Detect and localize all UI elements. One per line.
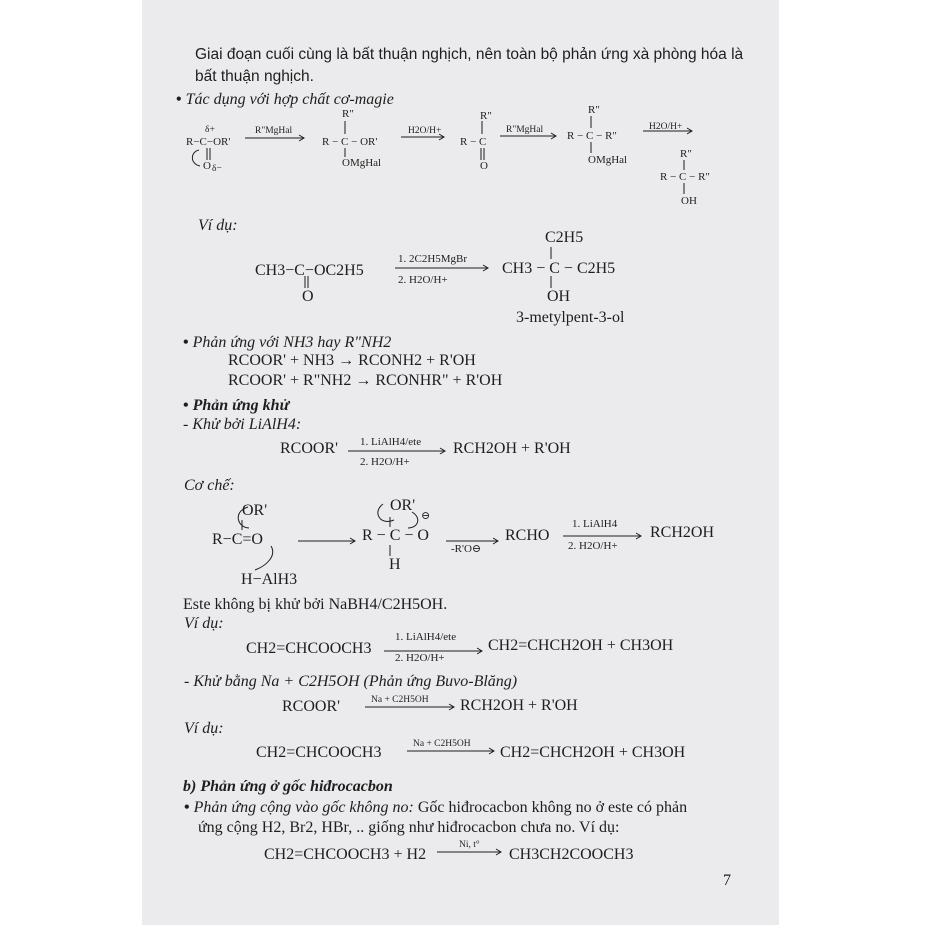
page-number: 7	[723, 872, 731, 889]
ex1-right: CH2=CHCH2OH + CH3OH	[488, 637, 674, 654]
grignard-example-label: Ví dụ:	[198, 217, 238, 234]
red-mech-a-mid: R−C=O	[212, 531, 263, 548]
red-mech-final: RCH2OH	[650, 524, 715, 541]
mech-s4-bottom: OMgHal	[588, 154, 628, 166]
section-b-item-text: Gốc hiđrocacbon không no ở este có phản	[417, 799, 688, 816]
mech-reagent-4: H2O/H+	[649, 122, 683, 132]
mech-s2-mid: R − C − OR'	[322, 136, 378, 148]
red-mech-b-minus: ⊖	[421, 510, 431, 522]
ex1-left: CH2=CHCOOCH3	[246, 640, 372, 657]
section-b-item-line2: ứng cộng H2, Br2, HBr, .. giống như hiđrocacbon chưa no. Ví dụ:	[198, 819, 620, 836]
grignard-ex-cond2: 2. H2O/H+	[398, 274, 448, 286]
red-mech-rcho: RCHO	[505, 527, 550, 544]
curved-arrow-icon	[378, 504, 394, 521]
red-mech-a-top: OR'	[242, 502, 268, 519]
lialh4-eq-right: RCH2OH + R'OH	[453, 440, 571, 457]
lialh4-eq-left: RCOOR'	[280, 440, 339, 457]
ex2-cond: Na + C2H5OH	[413, 739, 471, 749]
curved-arrow-icon	[408, 512, 418, 528]
nh3-eq1: RCOOR' + NH3 → RCONH2 + R'OH	[228, 352, 476, 369]
hydrogenation-left: CH2=CHCOOCH3 + H2	[264, 846, 427, 863]
hydrogenation-cond: Ni, t°	[459, 840, 480, 850]
bullet-icon: •	[183, 334, 189, 351]
mech-reagent-2: H2O/H+	[408, 126, 442, 136]
red-mech-cond2: 2. H2O/H+	[568, 540, 618, 552]
mech-s5-mid: R − C − R"	[660, 171, 710, 183]
reduction-heading: Phản ứng khử	[192, 397, 290, 414]
nh3-eq2: RCOOR' + R"NH2 → RCONHR" + R'OH	[228, 372, 503, 389]
na-eq-cond: Na + C2H5OH	[371, 695, 429, 705]
mech-s4-top: R"	[588, 104, 600, 116]
mech-s1-delta-c: δ+	[205, 125, 215, 135]
mech-s2-bottom: OMgHal	[342, 157, 382, 169]
ex1-cond1: 1. LiAlH4/ete	[395, 631, 457, 643]
lialh4-eq-cond1: 1. LiAlH4/ete	[360, 436, 422, 448]
red-mech-b-bottom: H	[389, 556, 401, 573]
grignard-ex-product-name: 3-metylpent-3-ol	[516, 309, 625, 326]
mech-s5-bottom: OH	[681, 195, 697, 207]
reduction-sub1: - Khử bởi LiAlH4:	[183, 416, 302, 433]
curved-arrow-icon	[238, 507, 249, 528]
mech-s2-top: R"	[342, 108, 354, 120]
red-mech-leaving: -R'O⊖	[451, 543, 482, 555]
na-eq-right: RCH2OH + R'OH	[460, 697, 578, 714]
red-mech-b-top: OR'	[390, 497, 416, 514]
ex2-right: CH2=CHCH2OH + CH3OH	[500, 744, 686, 761]
mech-s4-mid: R − C − R"	[567, 130, 617, 142]
grignard-ex-product-mid: CH3 − C − C2H5	[502, 260, 616, 277]
mech-s1-o: O	[203, 160, 211, 172]
mech-s1-delta-o: δ−	[212, 164, 222, 174]
section-b-heading: b) Phản ứng ở gốc hiđrocacbon	[183, 778, 393, 795]
mechanism-label: Cơ chế:	[184, 477, 235, 494]
ex1-cond2: 2. H2O/H+	[395, 652, 445, 664]
mech-reagent-1: R"MgHal	[255, 126, 293, 136]
curved-arrow-icon	[255, 546, 273, 570]
reduction-sub2: - Khử bằng Na + C2H5OH (Phản ứng Buvo-Blăng)	[184, 673, 518, 690]
mech-s1-start: R−C−OR'	[186, 136, 231, 148]
bullet-icon: •	[184, 799, 190, 816]
reduction-example-label: Ví dụ:	[184, 615, 224, 632]
na-eq-left: RCOOR'	[282, 698, 341, 715]
intro-line-1: Giai đoạn cuối cùng là bất thuận nghịch, nên toàn bộ phản ứng xà phòng hóa là	[195, 46, 744, 63]
nh3-heading: Phản ứng với NH3 hay R"NH2	[192, 334, 392, 351]
mech-reagent-3: R"MgHal	[506, 125, 544, 135]
mech-s5-top: R"	[680, 148, 692, 160]
grignard-ex-product-top: C2H5	[545, 229, 584, 246]
curved-arrow-icon	[192, 150, 200, 166]
grignard-heading: Tác dụng với hợp chất cơ-magie	[185, 91, 394, 108]
mech-s3-o: O	[480, 160, 488, 172]
bullet-icon: •	[183, 397, 189, 414]
section-b-item-label: Phản ứng cộng vào gốc không no:	[193, 799, 414, 816]
bullet-icon: •	[176, 91, 182, 108]
grignard-ex-cond1: 1. 2C2H5MgBr	[398, 253, 468, 265]
grignard-ex-product-bottom: OH	[547, 288, 571, 305]
mech-s3-top: R"	[480, 110, 492, 122]
lialh4-eq-cond2: 2. H2O/H+	[360, 456, 410, 468]
grignard-ex-reactant-o: O	[302, 288, 314, 305]
red-mech-b-mid: R − C − O	[362, 527, 429, 544]
red-mech-a-bottom: H−AlH3	[241, 571, 298, 588]
reduction-example-label-2: Ví dụ:	[184, 720, 224, 737]
red-mech-cond1: 1. LiAlH4	[572, 518, 618, 530]
mech-s3-mid: R − C	[460, 136, 487, 148]
intro-line-2: bất thuận nghịch.	[195, 68, 314, 85]
nabh4-note: Este không bị khử bởi NaBH4/C2H5OH.	[183, 596, 448, 613]
grignard-ex-reactant: CH3−C−OC2H5	[255, 262, 364, 279]
hydrogenation-right: CH3CH2COOCH3	[509, 846, 634, 863]
ex2-left: CH2=CHCOOCH3	[256, 744, 382, 761]
